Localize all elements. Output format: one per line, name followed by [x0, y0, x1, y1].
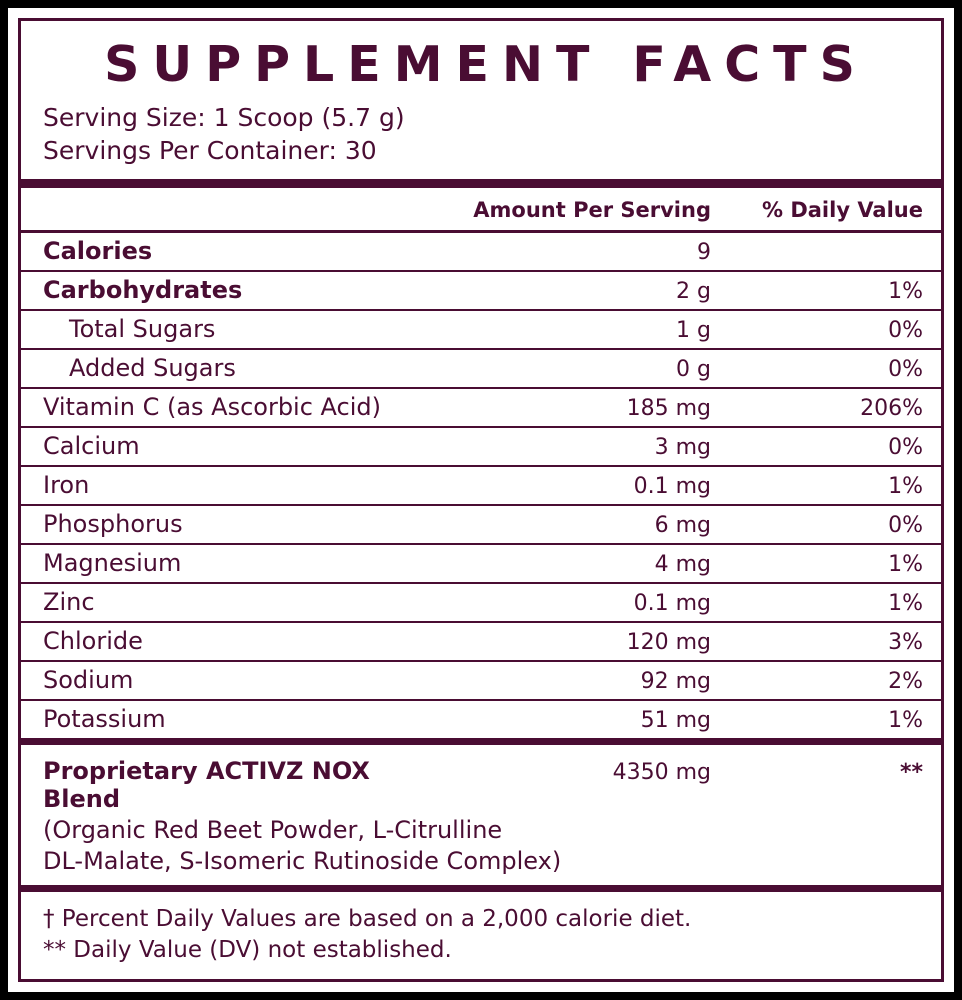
- table-row: [21, 270, 941, 309]
- nutrient-table: [21, 230, 941, 738]
- nutrient-amount: 185 mg: [626, 396, 711, 422]
- nutrient-name: Chloride: [43, 627, 143, 656]
- serving-info: [21, 100, 941, 179]
- nutrient-daily-value: 1%: [888, 708, 923, 734]
- nutrient-name: Calcium: [43, 432, 140, 461]
- nutrient-amount: 1 g: [676, 318, 711, 344]
- nutrient-daily-value: 0%: [888, 318, 923, 344]
- table-row: [21, 465, 941, 504]
- table-row: [21, 387, 941, 426]
- nutrient-amount: 0.1 mg: [633, 591, 711, 617]
- proprietary-blend-daily-value: **: [899, 760, 923, 786]
- nutrient-amount: 9: [697, 240, 711, 266]
- servings-per-container-text: Servings Per Container: 30: [43, 135, 377, 165]
- footnote-daily-values: † Percent Daily Values are based on a 2,000 calorie diet.: [43, 905, 692, 932]
- nutrient-name: Sodium: [43, 666, 134, 695]
- nutrient-amount: 3 mg: [654, 435, 711, 461]
- nutrient-amount: 51 mg: [640, 708, 711, 734]
- proprietary-blend-ingredients: [21, 813, 941, 876]
- nutrient-daily-value: 0%: [888, 357, 923, 383]
- table-row: [21, 504, 941, 543]
- ingredients-line-2: DL-Malate, S-Isomeric Rutinoside Complex): [43, 847, 562, 876]
- nutrient-name: Calories: [43, 237, 153, 266]
- table-row: [21, 543, 941, 582]
- proprietary-blend-name: Proprietary ACTIVZ NOX Blend: [43, 757, 370, 814]
- table-row: [21, 348, 941, 387]
- divider-footnotes: [21, 885, 941, 892]
- nutrient-daily-value: 206%: [860, 396, 923, 422]
- nutrient-daily-value: 1%: [888, 279, 923, 305]
- nutrient-name: Iron: [43, 471, 90, 500]
- proprietary-blend-row: [21, 757, 941, 813]
- nutrient-daily-value: 3%: [888, 630, 923, 656]
- nutrient-daily-value: 0%: [888, 513, 923, 539]
- supplement-facts-inner-frame: [18, 18, 944, 982]
- table-row: [21, 621, 941, 660]
- proprietary-blend-section: [21, 745, 941, 884]
- table-row: [21, 699, 941, 738]
- nutrient-name: Total Sugars: [69, 315, 216, 344]
- table-header-daily-value: % Daily Value: [761, 198, 923, 223]
- nutrient-name: Zinc: [43, 588, 95, 617]
- ingredients-line-1: (Organic Red Beet Powder, L-Citrulline: [43, 816, 503, 845]
- table-row: [21, 582, 941, 621]
- footnote-dv-not-established: ** Daily Value (DV) not established.: [43, 936, 452, 963]
- nutrient-daily-value: 1%: [888, 591, 923, 617]
- page-title: SUPPLEMENT FACTS: [104, 36, 868, 93]
- table-row: [21, 426, 941, 465]
- table-header-nutrient: [21, 198, 451, 222]
- table-row: [21, 660, 941, 699]
- nutrient-amount: 4 mg: [654, 552, 711, 578]
- nutrient-name: Potassium: [43, 705, 166, 734]
- nutrient-amount: 0 g: [676, 357, 711, 383]
- nutrient-name: Magnesium: [43, 549, 182, 578]
- table-row: [21, 230, 941, 270]
- nutrient-daily-value: 0%: [888, 435, 923, 461]
- nutrient-amount: 2 g: [676, 279, 711, 305]
- nutrient-name: Vitamin C (as Ascorbic Acid): [43, 393, 382, 422]
- divider-blend: [21, 738, 941, 745]
- supplement-facts-panel: [8, 8, 954, 992]
- nutrient-name: Phosphorus: [43, 510, 183, 539]
- nutrient-daily-value: 2%: [888, 669, 923, 695]
- nutrient-amount: 0.1 mg: [633, 474, 711, 500]
- nutrient-name: Carbohydrates: [43, 276, 243, 305]
- nutrient-name: Added Sugars: [69, 354, 236, 383]
- table-header-amount: Amount Per Serving: [473, 198, 711, 223]
- divider-top: [21, 179, 941, 188]
- serving-size-text: Serving Size: 1 Scoop (5.7 g): [43, 103, 405, 133]
- nutrient-amount: 120 mg: [626, 630, 711, 656]
- nutrient-daily-value: 1%: [888, 552, 923, 578]
- table-header-row: [21, 188, 941, 230]
- nutrient-amount: 92 mg: [640, 669, 711, 695]
- footnotes-section: [21, 892, 941, 972]
- table-row: [21, 309, 941, 348]
- nutrient-daily-value: 1%: [888, 474, 923, 500]
- nutrient-amount: 6 mg: [654, 513, 711, 539]
- proprietary-blend-amount: 4350 mg: [612, 760, 711, 786]
